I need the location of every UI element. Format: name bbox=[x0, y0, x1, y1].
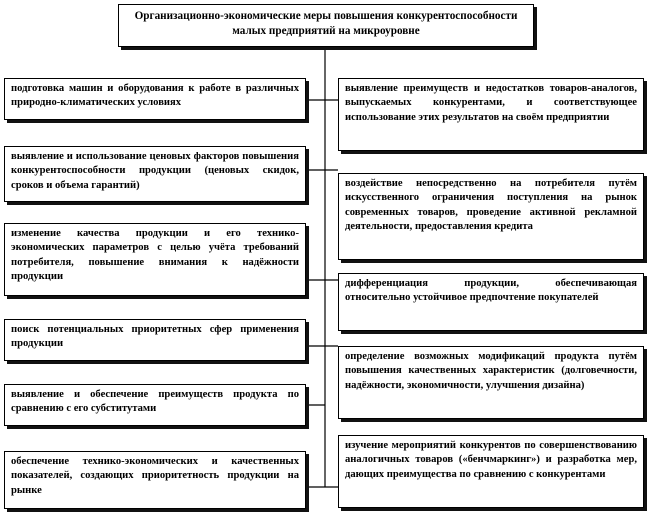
left-box-5: выявление и обеспечение преимуществ продукта по сравнению с его субститутами bbox=[4, 384, 306, 426]
right-box-1: выявление преимуществ и недостатков товаров-аналогов, выпускаемых конкурентами, и соответствующее использование этих результатов на своём предприятии bbox=[338, 78, 644, 151]
right-box-5: изучение мероприятий конкурентов по совершенствованию аналогичных товаров («бенчмаркинг») и разработка мер, дающих преимущества по сравнению с конкурентами bbox=[338, 435, 644, 508]
left-box-3: изменение качества продукции и его технико-экономических параметров с целью учёта требований потребителя, повышение внимания к надёжности продукции bbox=[4, 223, 306, 296]
right-box-2: воздействие непосредственно на потребителя путём искусственного ограничения поступления на рынок современных товаров, проведение активной рекламной деятельности, предоставления кредита bbox=[338, 173, 644, 260]
right-box-3: дифференциация продукции, обеспечивающая относительно устойчивое предпочтение покупателей bbox=[338, 273, 644, 331]
right-box-4: определение возможных модификаций продукта путём повышения качественных характеристик (долговечности, надёжности, экономичности, улучшения дизайна) bbox=[338, 346, 644, 419]
diagram-title: Организационно-экономические меры повышения конкурентоспособности малых предприятий на микроуровне bbox=[118, 4, 534, 47]
left-box-6: обеспечение технико-экономических и качественных показателей, создающих приоритетность продукции на рынке bbox=[4, 451, 306, 509]
left-box-2: выявление и использование ценовых факторов повышения конкурентоспособности продукции (ценовых скидок, сроков и объема гарантий) bbox=[4, 146, 306, 202]
left-box-4: поиск потенциальных приоритетных сфер применения продукции bbox=[4, 319, 306, 361]
left-box-1: подготовка машин и оборудования к работе в различных природно-климатических условиях bbox=[4, 78, 306, 120]
